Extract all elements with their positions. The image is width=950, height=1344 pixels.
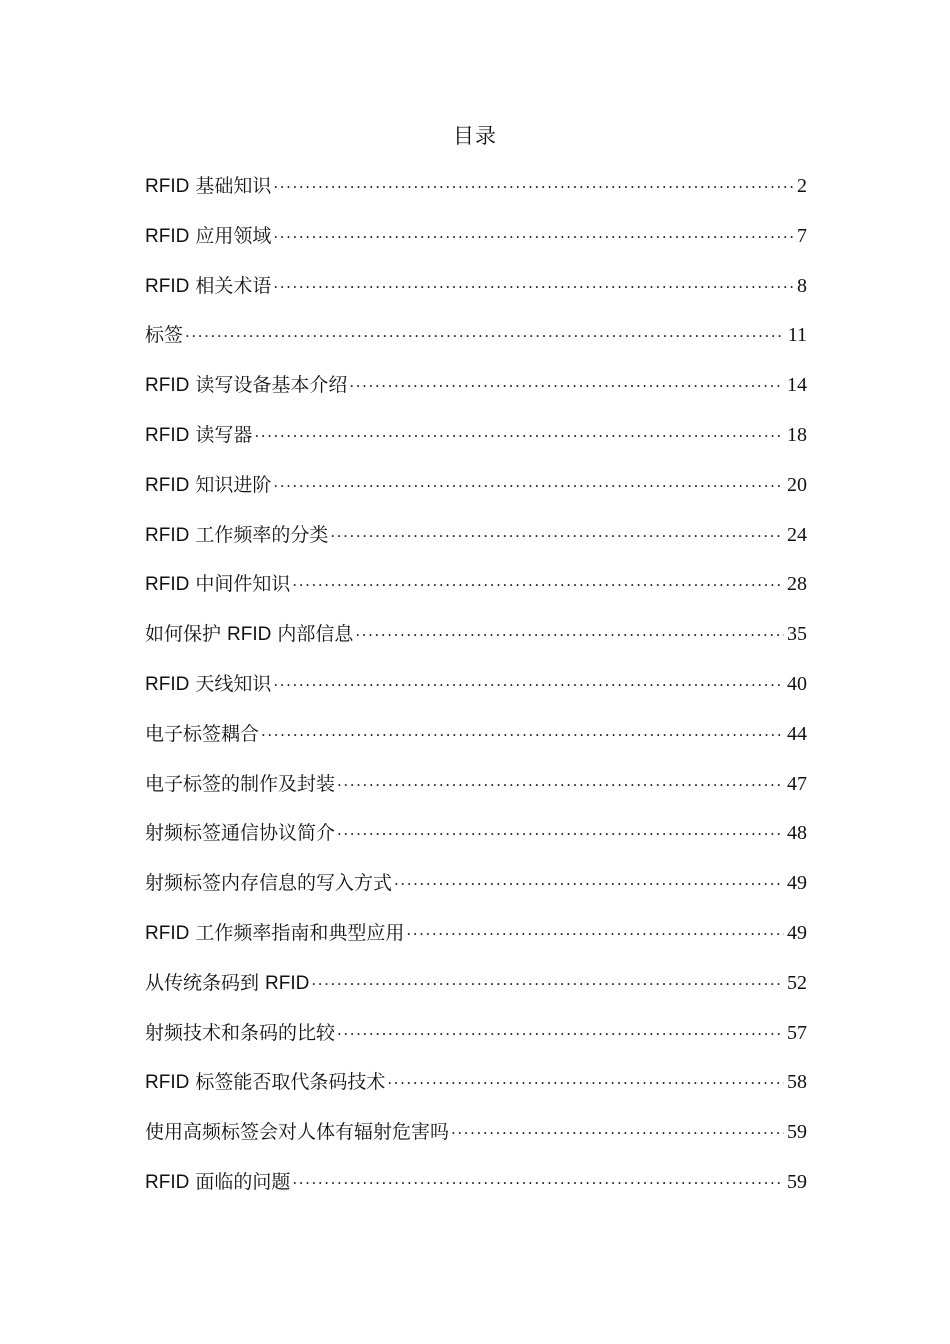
dot-leader — [273, 472, 784, 500]
toc-entry-page-number: 49 — [787, 872, 807, 895]
toc-entry-label: RFID 相关术语 — [145, 274, 272, 297]
dot-leader — [292, 571, 784, 599]
toc-entry[interactable] — [145, 521, 807, 571]
toc-entry-label: RFID 中间件知识 — [145, 573, 291, 596]
toc-entry-page-number: 11 — [787, 324, 807, 347]
toc-entry-label: RFID 工作频率的分类 — [145, 523, 329, 546]
toc-entry-label: 从传统条码到 RFID — [145, 971, 310, 994]
dot-leader — [311, 970, 784, 998]
dot-leader — [349, 372, 784, 400]
toc-entry[interactable] — [145, 371, 807, 421]
toc-entry-label: RFID 知识进阶 — [145, 473, 272, 496]
toc-entry-page-number: 47 — [787, 772, 807, 795]
toc-entry-label: RFID 标签能否取代条码技术 — [145, 1071, 386, 1094]
dot-leader — [273, 173, 794, 201]
toc-entry-page-number: 52 — [787, 971, 807, 994]
toc-entry[interactable] — [145, 272, 807, 322]
toc-entry[interactable] — [145, 720, 807, 770]
toc-entry[interactable] — [145, 471, 807, 521]
dot-leader — [273, 223, 794, 251]
toc-entry-page-number: 44 — [787, 722, 807, 745]
toc-entry-page-number: 59 — [787, 1121, 807, 1144]
dot-leader — [406, 920, 784, 948]
toc-entry[interactable] — [145, 321, 807, 371]
dot-leader — [273, 273, 794, 301]
toc-entry[interactable] — [145, 770, 807, 820]
toc-entry-label: 电子标签的制作及封装 — [145, 772, 336, 795]
toc-entry-page-number: 35 — [787, 623, 807, 646]
table-of-contents — [145, 172, 807, 1218]
toc-entry-page-number: 48 — [787, 822, 807, 845]
dot-leader — [292, 1169, 784, 1197]
toc-entry[interactable] — [145, 620, 807, 670]
toc-entry[interactable] — [145, 869, 807, 919]
toc-entry-page-number: 40 — [787, 672, 807, 695]
toc-entry[interactable] — [145, 1068, 807, 1118]
toc-entry[interactable] — [145, 1019, 807, 1069]
toc-entry-label: RFID 应用领域 — [145, 224, 272, 247]
toc-entry[interactable] — [145, 919, 807, 969]
toc-entry-label: 电子标签耦合 — [145, 722, 260, 745]
toc-entry-page-number: 14 — [787, 374, 807, 397]
dot-leader — [273, 671, 784, 699]
dot-leader — [451, 1119, 784, 1147]
dot-leader — [355, 621, 784, 649]
toc-entry[interactable] — [145, 421, 807, 471]
toc-entry-page-number: 57 — [787, 1021, 807, 1044]
toc-entry-page-number: 20 — [787, 473, 807, 496]
toc-entry-page-number: 24 — [787, 523, 807, 546]
dot-leader — [394, 870, 784, 898]
toc-entry-label: RFID 读写设备基本介绍 — [145, 374, 348, 397]
dot-leader — [337, 771, 784, 799]
dot-leader — [337, 1020, 784, 1048]
toc-entry[interactable] — [145, 670, 807, 720]
toc-entry-page-number: 49 — [787, 921, 807, 944]
dot-leader — [185, 322, 785, 350]
toc-entry[interactable] — [145, 1118, 807, 1168]
dot-leader — [337, 820, 784, 848]
toc-entry-label: 射频技术和条码的比较 — [145, 1021, 336, 1044]
toc-entry-page-number: 2 — [797, 175, 807, 197]
toc-entry-label: 如何保护 RFID 内部信息 — [145, 623, 354, 646]
dot-leader — [330, 522, 784, 550]
toc-entry-page-number: 28 — [787, 573, 807, 596]
toc-entry[interactable] — [145, 222, 807, 272]
toc-entry-label: 使用高频标签会对人体有辐射危害吗 — [145, 1121, 450, 1144]
toc-entry-label: 射频标签内存信息的写入方式 — [145, 872, 393, 895]
toc-entry-label: RFID 天线知识 — [145, 672, 272, 695]
toc-entry[interactable] — [145, 570, 807, 620]
toc-entry-label: RFID 基础知识 — [145, 175, 272, 197]
toc-entry-label: 标签 — [145, 324, 184, 347]
dot-leader — [387, 1069, 784, 1097]
toc-entry-label: 射频标签通信协议简介 — [145, 822, 336, 845]
toc-entry[interactable] — [145, 1168, 807, 1218]
toc-entry-label: RFID 读写器 — [145, 423, 253, 446]
toc-entry-label: RFID 工作频率指南和典型应用 — [145, 921, 405, 944]
toc-entry-page-number: 18 — [787, 423, 807, 446]
toc-entry-page-number: 8 — [797, 274, 807, 297]
toc-entry[interactable] — [145, 819, 807, 869]
dot-leader — [261, 721, 784, 749]
toc-entry-page-number: 58 — [787, 1071, 807, 1094]
page-title: 目录 — [453, 124, 497, 148]
toc-entry-page-number: 7 — [797, 224, 807, 247]
dot-leader — [254, 422, 784, 450]
toc-entry-page-number: 59 — [787, 1170, 807, 1193]
toc-entry[interactable] — [145, 969, 807, 1019]
toc-entry[interactable] — [145, 172, 807, 222]
toc-entry-label: RFID 面临的问题 — [145, 1170, 291, 1193]
